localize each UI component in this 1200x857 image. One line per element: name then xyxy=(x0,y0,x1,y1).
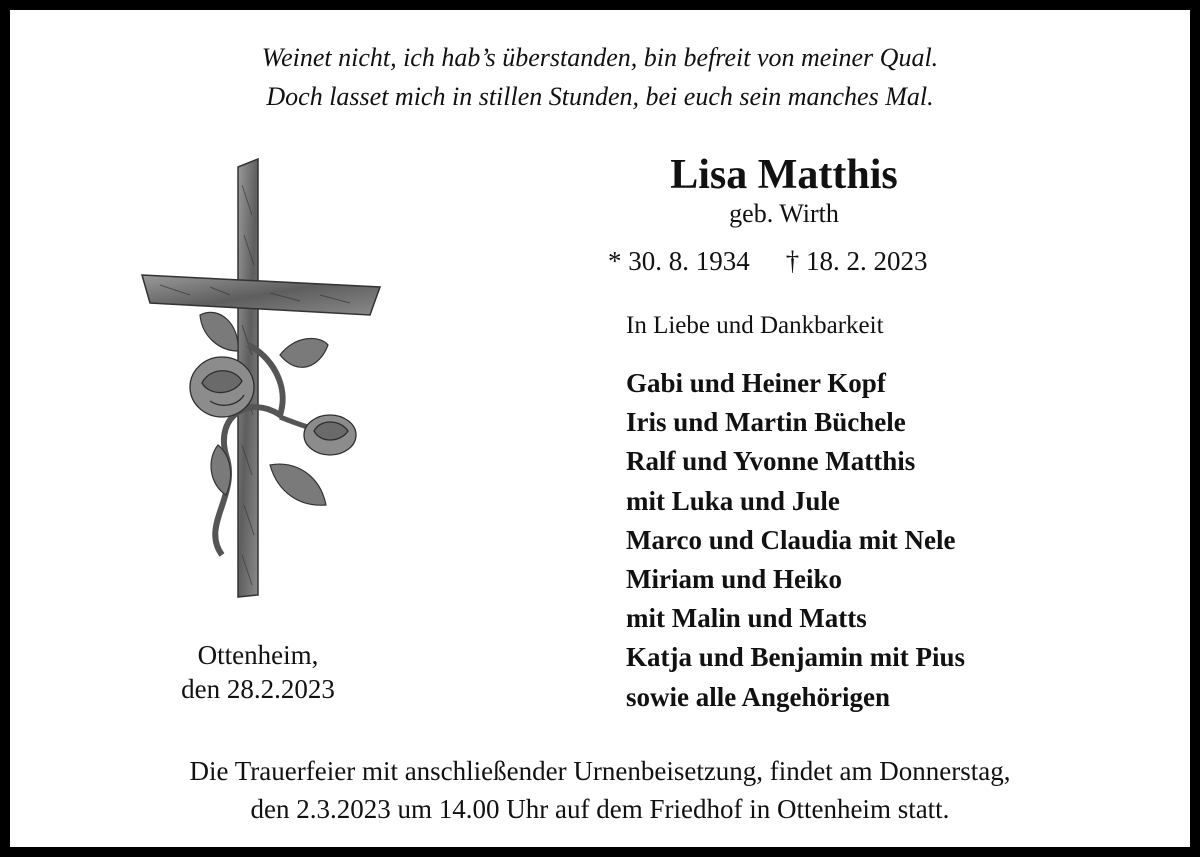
place-and-date xyxy=(128,638,388,706)
birth-name: geb. Wirth xyxy=(729,199,839,228)
thanks-line: In Liebe und Dankbarkeit xyxy=(626,312,884,339)
verse xyxy=(10,38,1190,116)
place-city: Ottenheim, xyxy=(197,640,319,670)
place-date: den 28.2.2023 xyxy=(181,674,335,704)
mourner-line: Ralf und Yvonne Matthis xyxy=(626,446,916,477)
mourner-line: Iris und Martin Büchele xyxy=(626,407,906,438)
mourners-list xyxy=(626,364,965,717)
obituary-card xyxy=(10,10,1190,847)
death-date: † 18. 2. 2023 xyxy=(785,246,928,276)
cross-with-roses-icon xyxy=(130,155,390,605)
mourner-line: Katja und Benjamin mit Pius xyxy=(626,642,966,673)
mourner-line: mit Luka und Jule xyxy=(626,485,840,516)
service-line-2: den 2.3.2023 um 14.00 Uhr auf dem Friedhof in Ottenheim statt. xyxy=(250,794,950,824)
verse-line-2: Doch lasset mich in stillen Stunden, bei euch sein manches Mal. xyxy=(266,82,934,111)
service-line-1: Die Trauerfeier mit anschließender Urnenbeisetzung, findet am Donnerstag, xyxy=(189,756,1011,786)
verse-line-1: Weinet nicht, ich hab’s überstanden, bin befreit von meiner Qual. xyxy=(261,43,939,72)
deceased-name: Lisa Matthis xyxy=(670,152,898,198)
mourner-line: sowie alle Angehörigen xyxy=(626,681,890,712)
mourner-line: Gabi und Heiner Kopf xyxy=(626,368,886,398)
mourner-line: Miriam und Heiko xyxy=(626,564,843,595)
life-dates xyxy=(608,244,928,278)
birth-date: * 30. 8. 1934 xyxy=(608,246,750,276)
mourner-line: mit Malin und Matts xyxy=(626,603,867,634)
mourner-line: Marco und Claudia mit Nele xyxy=(626,524,956,555)
service-notice xyxy=(10,752,1190,828)
